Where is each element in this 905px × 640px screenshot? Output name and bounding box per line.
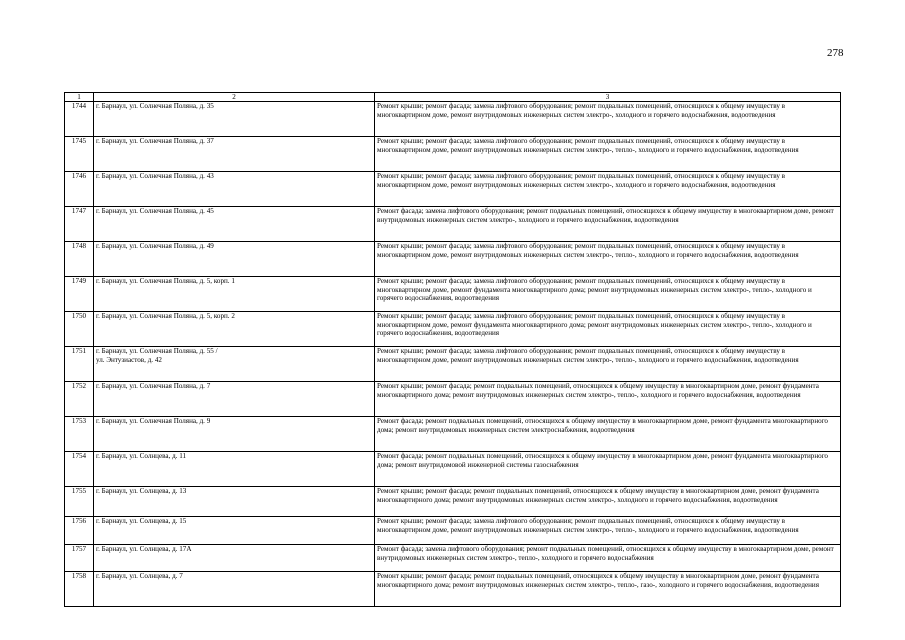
row-works: Ремонт крыши; ремонт фасада; ремонт подвальных помещений, относящихся к общему имуществу в многоквартирном доме, ремонт фундамента многоквартирного дома; ремонт внутридомовых инженерных систем электро-, холодного и горячего водоснабжения, водоотведения <box>375 487 841 517</box>
row-works: Ремонт фасада; ремонт подвальных помещений, относящихся к общему имуществу в многоквартирном доме, ремонт фундамента многоквартирного дома; ремонт внутридомовой инженерной системы газоснабжения <box>375 452 841 487</box>
row-address <box>94 452 375 487</box>
row-address <box>94 347 375 382</box>
row-number: 1751 <box>65 347 94 382</box>
table-row <box>65 452 841 487</box>
address-line: г. Барнаул, ул. Солнечная Поляна, д. 49 <box>96 242 214 250</box>
row-address <box>94 172 375 207</box>
table-row <box>65 242 841 277</box>
row-number: 1752 <box>65 382 94 417</box>
row-works: Ремонт крыши; ремонт фасада; замена лифтового оборудования; ремонт подвальных помещений, относящихся к общему имуществу в многоквартирном доме, ремонт внутридомовых инженерных систем электро-, тепло-, холодного и горячего водоснабжения, водоотведения <box>375 517 841 545</box>
address-line: г. Барнаул, ул. Солнечная Поляна, д. 5, корп. 2 <box>96 312 235 320</box>
row-works: Ремонт крыши; ремонт фасада; замена лифтового оборудования; ремонт подвальных помещений, относящихся к общему имуществу в многоквартирном доме, ремонт внутридомовых инженерных систем электро-, тепло-, холодного и горячего водоснабжения, водоотведения <box>375 347 841 382</box>
table-header-row <box>65 93 841 102</box>
address-line: г. Барнаул, ул. Солнцева, д. 15 <box>96 517 187 525</box>
row-works: Ремонт крыши; ремонт фасада; замена лифтового оборудования; ремонт подвальных помещений, относящихся к общему имуществу в многоквартирном доме, ремонт внутридомовых инженерных систем электро-, холодного и горячего водоснабжения, водоотведения <box>375 102 841 137</box>
row-number: 1748 <box>65 242 94 277</box>
row-address <box>94 137 375 172</box>
row-address <box>94 572 375 607</box>
row-address <box>94 545 375 572</box>
address-line: г. Барнаул, ул. Солнцева, д. 7 <box>96 572 183 580</box>
table-row <box>65 545 841 572</box>
address-line: г. Барнаул, ул. Солнечная Поляна, д. 5, корп. 1 <box>96 277 235 285</box>
table-row <box>65 137 841 172</box>
row-address <box>94 102 375 137</box>
page-number: 278 <box>827 47 844 59</box>
table-row <box>65 277 841 312</box>
row-number: 1749 <box>65 277 94 312</box>
row-address <box>94 207 375 242</box>
row-number: 1744 <box>65 102 94 137</box>
row-number: 1750 <box>65 312 94 347</box>
row-works: Ремонт крыши; ремонт фасада; ремонт подвальных помещений, относящихся к общему имуществу в многоквартирном доме, ремонт фундамента многоквартирного дома; ремонт внутридомовых инженерных систем электро-, тепло-, холодного и горячего водоснабжения, водоотведения <box>375 382 841 417</box>
row-address <box>94 487 375 517</box>
address-line: г. Барнаул, ул. Солнцева, д. 17А <box>96 545 192 553</box>
row-address <box>94 382 375 417</box>
table-row <box>65 417 841 452</box>
row-number: 1747 <box>65 207 94 242</box>
table-row <box>65 172 841 207</box>
table-row <box>65 347 841 382</box>
table-row <box>65 312 841 347</box>
row-works: Ремонт крыши; ремонт фасада; замена лифтового оборудования; ремонт подвальных помещений, относящихся к общему имуществу в многоквартирном доме, ремонт внутридомовых инженерных систем электро-, тепло-, холодного и горячего водоснабжения, водоотведения <box>375 242 841 277</box>
table-row <box>65 572 841 607</box>
table-row <box>65 102 841 137</box>
table-row <box>65 517 841 545</box>
row-number: 1754 <box>65 452 94 487</box>
row-address <box>94 242 375 277</box>
address-line: г. Барнаул, ул. Солнечная Поляна, д. 55 / <box>96 347 218 355</box>
row-works: Ремонт крыши; ремонт фасада; замена лифтового оборудования; ремонт подвальных помещений, относящихся к общему имуществу в многоквартирном доме, ремонт фундамента многоквартирного дома; ремонт внутридомовых инженерных систем электро-, тепло-, холодного и горячего водоснабжения, водоотведения <box>375 277 841 312</box>
row-works: Ремонт фасада; ремонт подвальных помещений, относящихся к общему имуществу в многоквартирном доме, ремонт фундамента многоквартирного дома; ремонт внутридомовых инженерных систем электроснабжения, водоотведения <box>375 417 841 452</box>
table-row <box>65 487 841 517</box>
address-line-2: ул. Энтузиастов, д. 42 <box>96 355 162 364</box>
row-number: 1757 <box>65 545 94 572</box>
header-col-2: 2 <box>94 93 375 102</box>
address-line: г. Барнаул, ул. Солнечная Поляна, д. 43 <box>96 172 214 180</box>
table-row <box>65 207 841 242</box>
row-works: Ремонт крыши; ремонт фасада; замена лифтового оборудования; ремонт подвальных помещений, относящихся к общему имуществу в многоквартирном доме, ремонт внутридомовых инженерных систем электро-, тепло-, холодного и горячего водоснабжения, водоотведения <box>375 137 841 172</box>
address-line: г. Барнаул, ул. Солнечная Поляна, д. 7 <box>96 382 211 390</box>
address-line: г. Барнаул, ул. Солнцева, д. 11 <box>96 452 187 460</box>
header-col-3: 3 <box>375 93 841 102</box>
address-line: г. Барнаул, ул. Солнечная Поляна, д. 45 <box>96 207 214 215</box>
address-line: г. Барнаул, ул. Солнцева, д. 13 <box>96 487 187 495</box>
row-works: Ремонт крыши; ремонт фасада; ремонт подвальных помещений, относящихся к общему имуществу в многоквартирном доме, ремонт фундамента многоквартирного дома; ремонт внутридомовых инженерных систем электро-, тепло-, газо-, холодного и горячего водоснабжения, водоотведения <box>375 572 841 607</box>
row-number: 1758 <box>65 572 94 607</box>
row-number: 1745 <box>65 137 94 172</box>
header-col-1: 1 <box>65 93 94 102</box>
row-address <box>94 277 375 312</box>
address-line: г. Барнаул, ул. Солнечная Поляна, д. 9 <box>96 417 211 425</box>
table-row <box>65 382 841 417</box>
row-works: Ремонт фасада; замена лифтового оборудования; ремонт подвальных помещений, относящихся к общему имуществу в многоквартирном доме, ремонт внутридомовых инженерных систем электро-, холодного и горячего водоснабжения, водоотведения <box>375 207 841 242</box>
row-number: 1755 <box>65 487 94 517</box>
address-line: г. Барнаул, ул. Солнечная Поляна, д. 35 <box>96 102 214 110</box>
address-line: г. Барнаул, ул. Солнечная Поляна, д. 37 <box>96 137 214 145</box>
row-address <box>94 517 375 545</box>
row-number: 1756 <box>65 517 94 545</box>
buildings-table <box>64 92 841 607</box>
row-number: 1746 <box>65 172 94 207</box>
row-address <box>94 417 375 452</box>
table-body <box>65 102 841 607</box>
row-works: Ремонт фасада; замена лифтового оборудования; ремонт подвальных помещений, относящихся к общему имуществу в многоквартирном доме, ремонт внутридомовых инженерных систем электро-, тепло-, холодного и горячего водоснабжения <box>375 545 841 572</box>
row-works: Ремонт крыши; ремонт фасада; замена лифтового оборудования; ремонт подвальных помещений, относящихся к общему имуществу в многоквартирном доме, ремонт внутридомовых инженерных систем электро-, холодного и горячего водоснабжения, водоотведения <box>375 172 841 207</box>
row-address <box>94 312 375 347</box>
row-works: Ремонт крыши; ремонт фасада; замена лифтового оборудования; ремонт подвальных помещений, относящихся к общему имуществу в многоквартирном доме, ремонт фундамента многоквартирного дома; ремонт внутридомовых инженерных систем электро-, тепло-, холодного и горячего водоснабжения, водоотведения <box>375 312 841 347</box>
row-number: 1753 <box>65 417 94 452</box>
